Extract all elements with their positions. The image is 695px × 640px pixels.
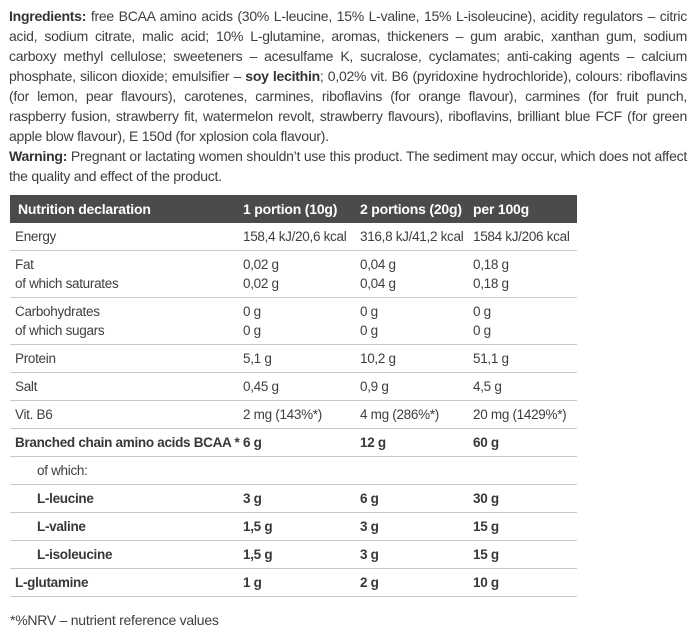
row-label: L-isoleucine [10, 541, 243, 569]
row-label: Carbohydrates of which sugars [10, 298, 243, 345]
row-value: 4 mg (286%*) [360, 401, 473, 429]
table-row [10, 485, 577, 513]
row-value [473, 457, 577, 485]
table-row [10, 457, 577, 485]
row-value: 0,45 g [243, 373, 360, 401]
row-value: 2 mg (143%*) [243, 401, 360, 429]
nutrition-table [10, 195, 577, 597]
row-value: 15 g [473, 513, 577, 541]
table-row [10, 569, 577, 597]
ingredients-text-after: ; 0,02% vit. B6 (pyridoxine hydrochloride), colours: riboflavins (for lemon, pear flavours), carotenes, carmines, riboflavins (for orange flavour), carmines (for fruit punch, raspberry fusion, strawberry fit, watermelon revolt, strawberry flavours), riboflavins, brilliant blue FCF (for green apple blow flavour), E 150d (for xplosion cola flavour). [9, 68, 688, 144]
row-value: 0,9 g [360, 373, 473, 401]
warning-label: Warning: [9, 148, 68, 164]
header-per-100g: per 100g [473, 195, 577, 223]
row-value: 316,8 kJ/41,2 kcal [360, 223, 473, 251]
row-value: 1 g [243, 569, 360, 597]
row-label: Protein [10, 345, 243, 373]
ingredients-paragraph [9, 6, 687, 146]
nutrition-table-header [10, 195, 577, 223]
table-row [10, 251, 577, 298]
table-row [10, 513, 577, 541]
row-value: 12 g [360, 429, 473, 457]
ingredients-bold-soy-lecithin: soy lecithin [245, 68, 320, 84]
row-value: 20 mg (1429%*) [473, 401, 577, 429]
row-value [243, 457, 360, 485]
row-value: 0 g 0 g [473, 298, 577, 345]
table-row [10, 345, 577, 373]
header-1-portion: 1 portion (10g) [243, 195, 360, 223]
row-value: 3 g [360, 513, 473, 541]
row-label: Fat of which saturates [10, 251, 243, 298]
row-value: 10 g [473, 569, 577, 597]
row-value: 6 g [360, 485, 473, 513]
row-value: 1584 kJ/206 kcal [473, 223, 577, 251]
header-row [10, 195, 577, 223]
row-value: 0,04 g 0,04 g [360, 251, 473, 298]
header-nutrition-declaration: Nutrition declaration [10, 195, 243, 223]
row-value [360, 457, 473, 485]
row-value: 158,4 kJ/20,6 kcal [243, 223, 360, 251]
row-value: 0,02 g 0,02 g [243, 251, 360, 298]
row-value: 5,1 g [243, 345, 360, 373]
row-value: 60 g [473, 429, 577, 457]
row-value: 0 g 0 g [360, 298, 473, 345]
row-value: 2 g [360, 569, 473, 597]
row-label: Branched chain amino acids BCAA * [10, 429, 243, 457]
row-value: 0 g 0 g [243, 298, 360, 345]
row-label: Vit. B6 [10, 401, 243, 429]
row-label: L-valine [10, 513, 243, 541]
row-value: 15 g [473, 541, 577, 569]
nutrition-table-body [10, 223, 577, 597]
row-value: 10,2 g [360, 345, 473, 373]
row-value: 3 g [360, 541, 473, 569]
row-value: 30 g [473, 485, 577, 513]
table-row [10, 401, 577, 429]
table-row [10, 429, 577, 457]
row-label: L-leucine [10, 485, 243, 513]
row-value: 1,5 g [243, 541, 360, 569]
table-row [10, 373, 577, 401]
nrv-footnote: *%NRV – nutrient reference values [10, 612, 219, 628]
table-row [10, 298, 577, 345]
ingredients-label: Ingredients: [9, 8, 87, 24]
warning-paragraph [9, 146, 687, 186]
row-value: 4,5 g [473, 373, 577, 401]
row-value: 51,1 g [473, 345, 577, 373]
ingredients-text-before: free BCAA amino acids (30% L-leucine, 15% L-valine, 15% L-isoleucine), acidity regulators – citric acid, sodium citrate, malic acid; 10% L-glutamine, aromas, thickeners – gum arabic, xanthan gum, sodium carboxy methyl cellulose; sweeteners – acesulfame K, sucralose, cyclamates; anti-caking agents – calcium phosphate, silicon dioxide; emulsifier – [9, 8, 687, 84]
warning-text: Pregnant or lactating women shouldn’t use this product. The sediment may occur, which does not affect the quality and effect of the product. [9, 148, 687, 184]
table-row [10, 223, 577, 251]
table-row [10, 541, 577, 569]
row-value: 3 g [243, 485, 360, 513]
row-value: 1,5 g [243, 513, 360, 541]
row-value: 6 g [243, 429, 360, 457]
row-label: Energy [10, 223, 243, 251]
row-label: Salt [10, 373, 243, 401]
row-value: 0,18 g 0,18 g [473, 251, 577, 298]
row-label: L-glutamine [10, 569, 243, 597]
header-2-portions: 2 portions (20g) [360, 195, 473, 223]
row-label: of which: [10, 457, 243, 485]
